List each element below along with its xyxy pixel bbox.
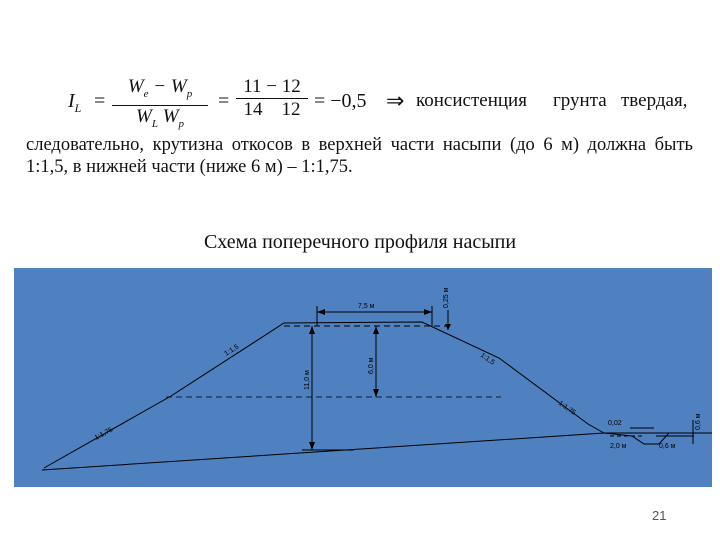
body-paragraph: следовательно, крутизна откосов в верхней части насыпи (до 6 м) должна быть 1:1,5, в нижней части (ниже 6 м) – 1:1,75. — [26, 135, 693, 177]
den-w: W — [135, 105, 152, 127]
label-right-upper-slope: 1:1,5 — [478, 351, 496, 367]
embankment-outline — [44, 322, 604, 468]
formula-equals-1: = — [94, 90, 106, 112]
formula-lhs — [68, 90, 81, 116]
fraction-2-numerator: 11 − 12 — [236, 76, 308, 99]
formula-result: = −0,5 — [314, 90, 367, 112]
formula-lhs-symbol: I — [68, 90, 75, 112]
label-ditch-depth: 0,6 м — [695, 413, 702, 430]
label-ditch-width: 0,6 м — [659, 443, 676, 450]
slide-number: 21 — [652, 508, 667, 523]
label-left-lower-slope: 1:1,75 — [93, 426, 115, 442]
arrow-right-icon — [424, 309, 432, 315]
label-berm-width: 2,0 м — [610, 443, 627, 450]
num-sub-e: e — [143, 87, 149, 100]
formula-word-consistency: консистенция — [416, 90, 527, 111]
formula-fraction-1 — [112, 76, 208, 135]
label-right-lower-slope: 1:1,75 — [556, 399, 577, 417]
formula-equals-2: = — [218, 90, 230, 112]
ground-line — [42, 433, 604, 470]
arrow-left-icon — [317, 309, 325, 315]
arrow-down-icon — [373, 389, 379, 397]
arrow-up-icon — [373, 326, 379, 334]
arrow-up-icon — [309, 326, 315, 334]
formula-fraction-2 — [236, 76, 308, 121]
arrow-down-icon — [445, 324, 451, 330]
embankment-profile-svg — [14, 268, 712, 487]
fraction-2-denominator: 14 12 — [243, 99, 301, 120]
den-sub-l: L — [151, 117, 158, 130]
label-cap-height: 0,25 м — [443, 287, 450, 308]
arrow-down-icon — [309, 442, 315, 450]
formula-word-soil: грунта — [553, 90, 607, 111]
label-total-height: 11,0 м — [304, 370, 311, 390]
diagram-caption: Схема поперечного профиля насыпи — [203, 231, 517, 253]
formula-lhs-sub: L — [74, 101, 82, 115]
label-upper-height: 6,0 м — [368, 357, 375, 374]
num-sub-p: p — [186, 87, 193, 100]
label-berm-slope: 0,02 — [608, 420, 622, 427]
implies-arrow-icon: ⇒ — [386, 88, 405, 113]
num-minus-w: − W — [148, 76, 187, 97]
label-left-upper-slope: 1:1,5 — [223, 343, 241, 358]
embankment-profile-diagram — [14, 268, 712, 487]
fraction-1-numerator — [112, 76, 208, 106]
fraction-1-denominator — [112, 106, 208, 135]
num-w: W — [127, 76, 144, 97]
den-w2: W — [157, 105, 179, 127]
label-top-width: 7,5 м — [358, 303, 375, 310]
den-sub-p: p — [178, 117, 185, 130]
formula — [68, 72, 693, 134]
formula-word-solid: твердая, — [621, 90, 688, 111]
